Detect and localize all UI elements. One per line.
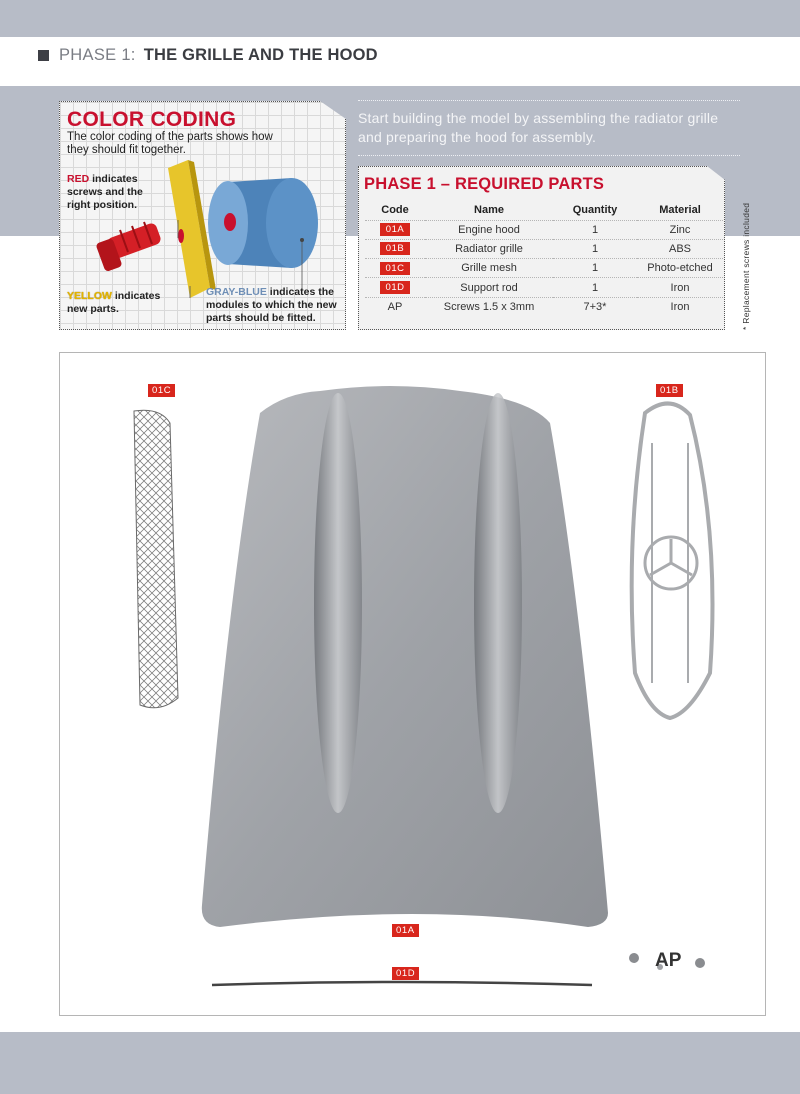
gray-legend <box>206 286 341 325</box>
red-description: indicates screws and the right position. <box>67 173 143 211</box>
material-cell: Zinc <box>637 220 723 239</box>
red-keyword: RED <box>67 173 90 185</box>
table-row <box>365 220 723 239</box>
parts-photo <box>60 353 767 1017</box>
code-badge: 01D <box>380 281 411 294</box>
grille-mesh-part <box>134 410 178 708</box>
intro-text: Start building the model by assembling the radiator grille and preparing the hood for assembly. <box>358 100 740 156</box>
code-cell <box>365 278 425 297</box>
radiator-grille-part <box>632 403 713 718</box>
phase-title: THE GRILLE AND THE HOOD <box>143 45 378 64</box>
quantity-cell: 7+3* <box>553 297 637 316</box>
red-legend <box>67 173 162 212</box>
required-parts-panel <box>358 166 725 330</box>
label-01d: 01D <box>392 967 419 980</box>
table-row <box>365 239 723 258</box>
quantity-cell: 1 <box>553 239 637 258</box>
yellow-keyword: YELLOW <box>67 290 112 302</box>
code-badge: 01C <box>380 262 411 275</box>
phase-label: PHASE 1: <box>59 45 136 64</box>
code-badge: 01A <box>380 223 410 236</box>
quantity-cell: 1 <box>553 220 637 239</box>
material-cell: ABS <box>637 239 723 258</box>
top-band <box>0 0 800 37</box>
table-row <box>365 278 723 297</box>
material-cell: Photo-etched <box>637 259 723 278</box>
quantity-cell: 1 <box>553 278 637 297</box>
code-cell <box>365 259 425 278</box>
table-header-row <box>365 200 723 220</box>
label-01b: 01B <box>656 384 683 397</box>
gray-description: indicates the modules to which the new parts should be fitted. <box>206 286 337 324</box>
code-cell <box>365 239 425 258</box>
parts-table <box>365 200 723 316</box>
material-cell: Iron <box>637 297 723 316</box>
parts-photo-area <box>59 352 766 1016</box>
replacement-footnote: * Replacement screws included <box>741 202 751 330</box>
color-coding-intro: The color coding of the parts shows how they should fit together. <box>67 131 273 156</box>
red-screw-icon <box>95 222 162 272</box>
column-header: Material <box>659 203 701 216</box>
name-cell: Radiator grille <box>425 239 553 258</box>
code-cell: AP <box>365 297 425 316</box>
column-header: Name <box>474 203 504 216</box>
support-rod-part <box>212 982 592 985</box>
corner-fold <box>707 166 725 180</box>
phase-header <box>38 44 378 66</box>
name-cell: Engine hood <box>425 220 553 239</box>
screws-photo-label: AP <box>655 950 682 971</box>
column-header: Code <box>381 203 409 216</box>
color-coding-title: COLOR CODING <box>67 108 237 131</box>
material-cell: Iron <box>637 278 723 297</box>
quantity-cell: 1 <box>553 259 637 278</box>
name-cell: Screws 1.5 x 3mm <box>425 297 553 316</box>
yellow-legend <box>67 290 177 316</box>
gray-keyword: GRAY-BLUE <box>206 286 267 298</box>
label-01c: 01C <box>148 384 175 397</box>
engine-hood-part <box>202 386 608 927</box>
name-cell: Grille mesh <box>425 259 553 278</box>
square-bullet-icon <box>38 50 49 61</box>
code-cell <box>365 220 425 239</box>
code-badge: 01B <box>380 242 410 255</box>
corner-fold <box>320 101 346 119</box>
blue-cylinder-icon <box>208 178 318 268</box>
table-row <box>365 297 723 316</box>
label-01a: 01A <box>392 924 419 937</box>
column-header: Quantity <box>572 203 618 216</box>
yellow-description: indicates new parts. <box>67 290 161 315</box>
required-parts-title: PHASE 1 – REQUIRED PARTS <box>364 175 605 193</box>
color-coding-panel <box>59 101 346 330</box>
table-row <box>365 259 723 278</box>
bottom-band <box>0 1032 800 1094</box>
name-cell: Support rod <box>425 278 553 297</box>
